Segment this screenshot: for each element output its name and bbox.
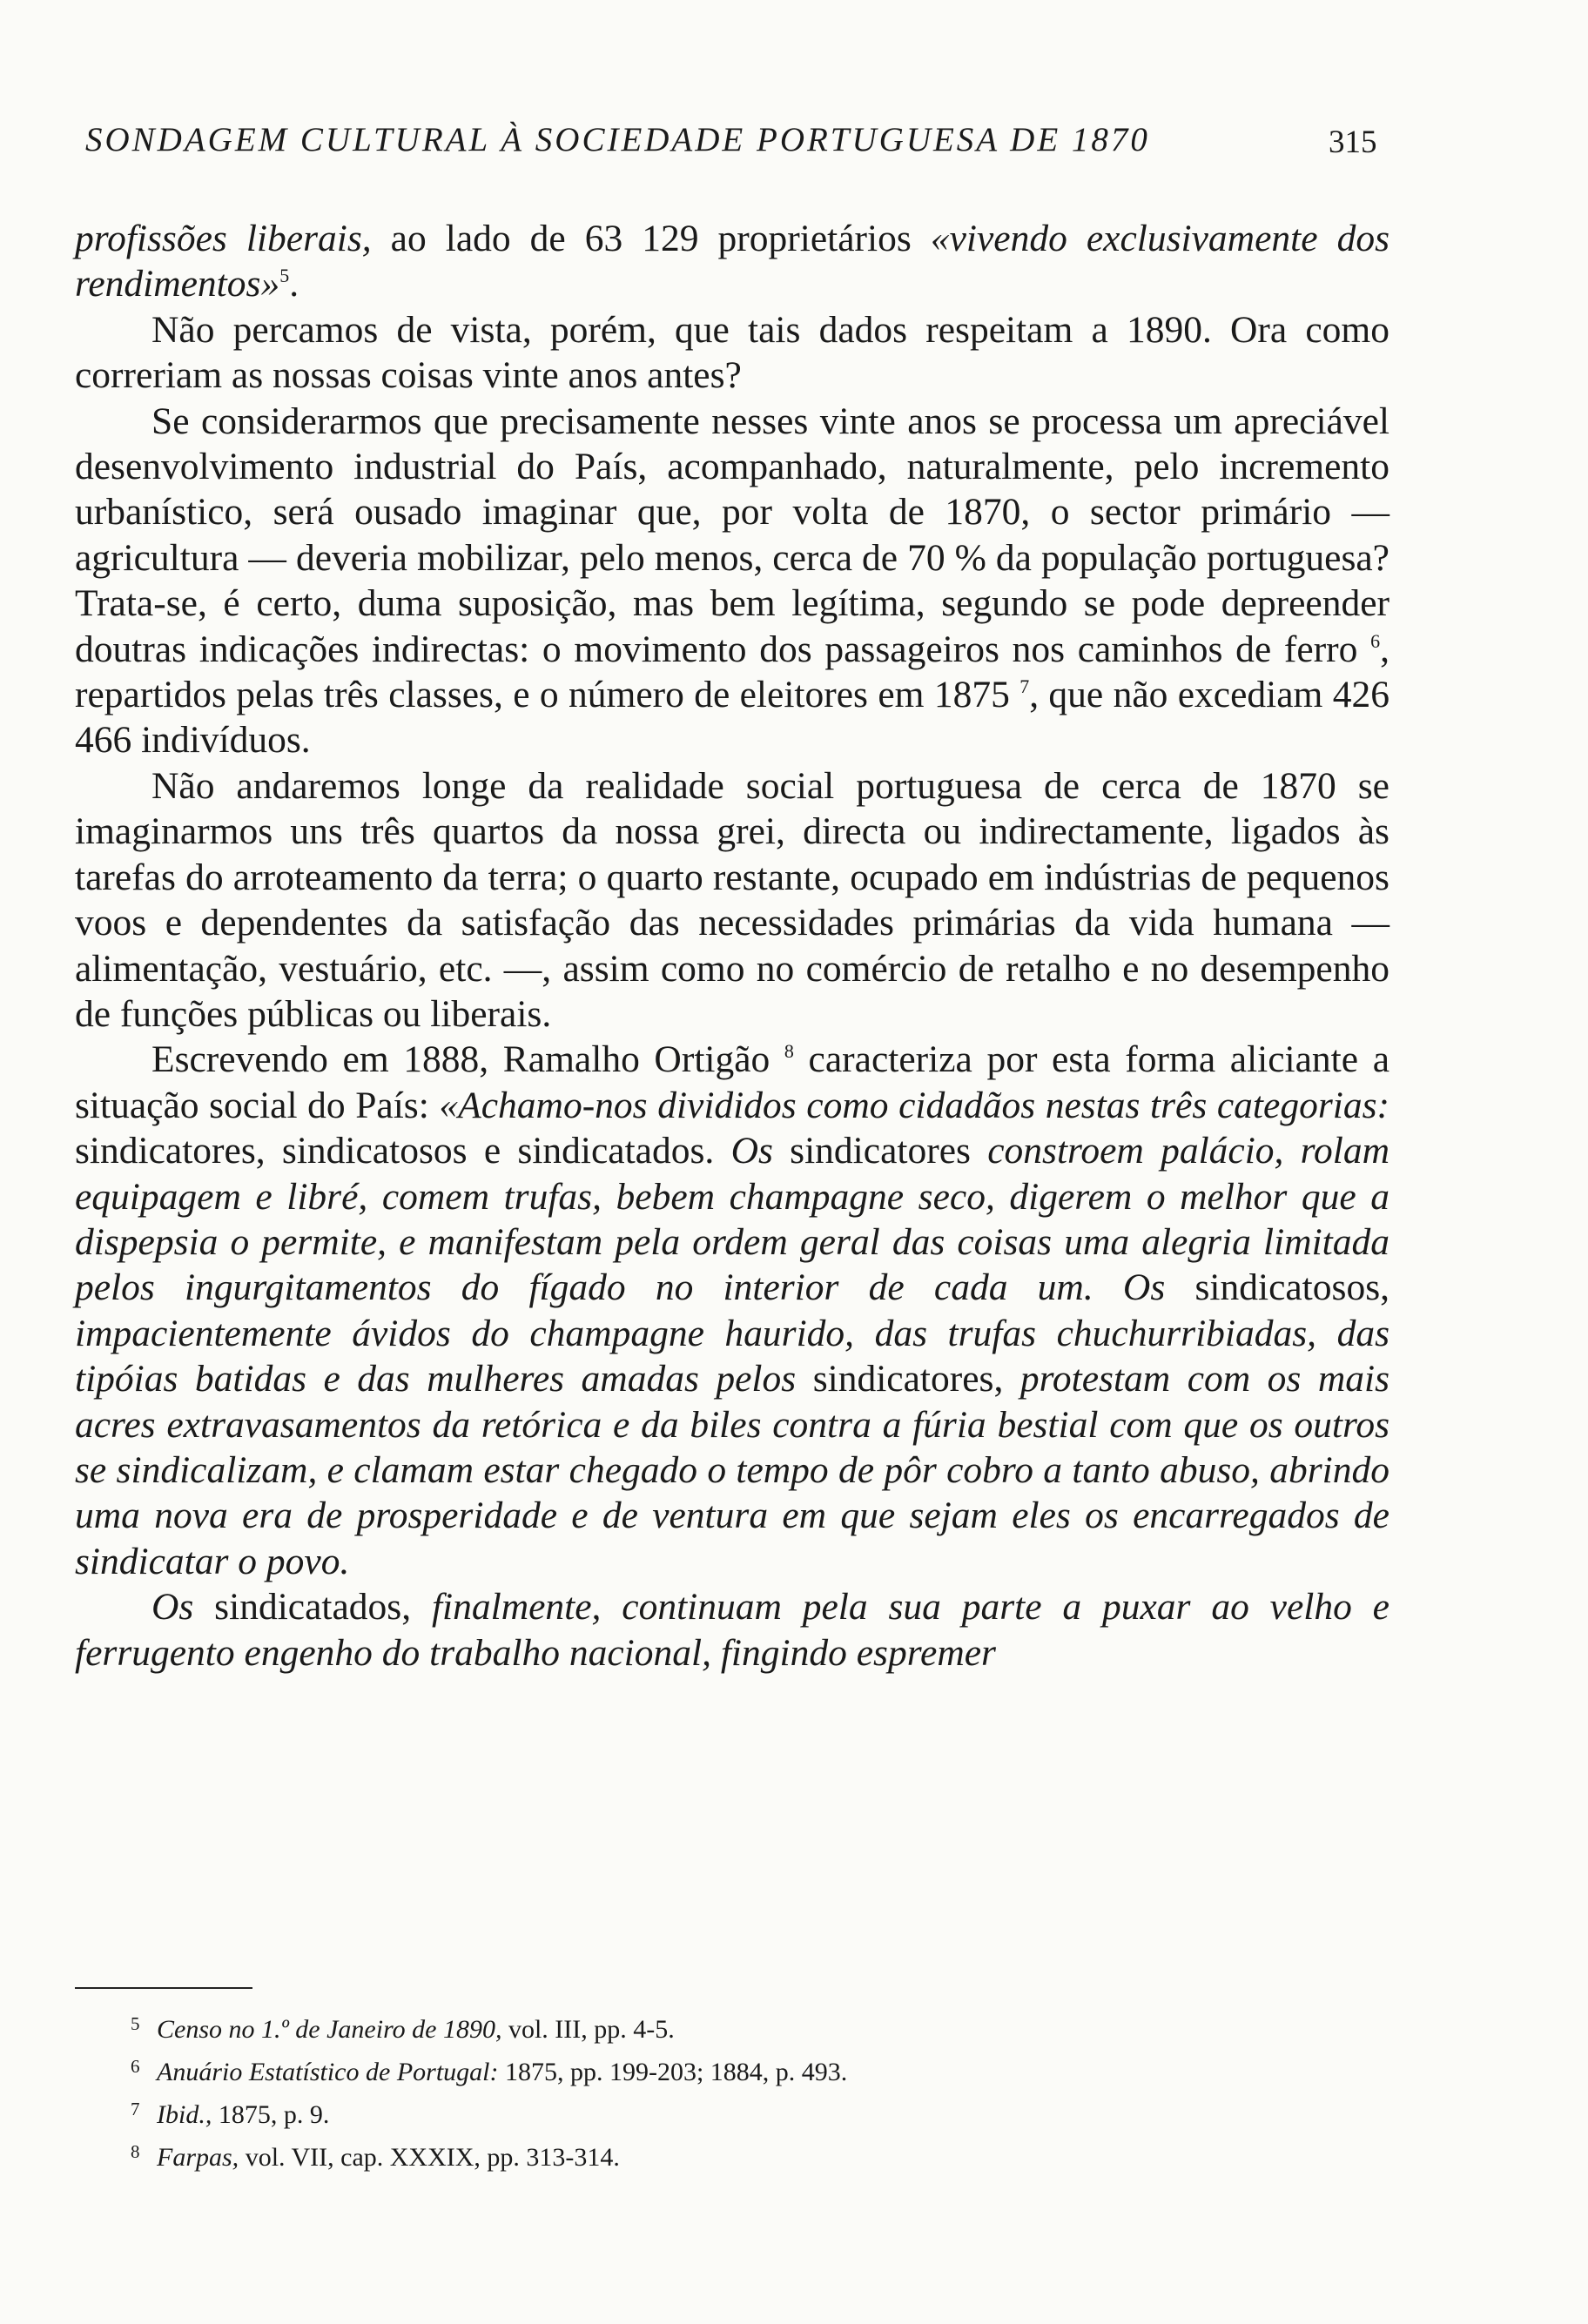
text-run: 1875, p. 9.	[212, 2100, 330, 2129]
text-run: caracteriza por esta forma aliciante a situação social do País:	[75, 1038, 1390, 1126]
footnote-text	[157, 2100, 329, 2129]
footnote-text	[157, 2015, 675, 2044]
text-run: vol. VII, cap. XXXIX, pp. 313-314.	[239, 2143, 620, 2172]
paragraph	[75, 1584, 1390, 1676]
paragraph	[75, 763, 1390, 1037]
footnote-text	[157, 2058, 847, 2086]
footnote-number: 6	[131, 2056, 140, 2077]
footnote-number: 8	[131, 2141, 140, 2162]
page-number: 315	[1329, 124, 1377, 160]
text-run: Não percamos de vista, porém, que tais dados respeitam a 1890. Ora como correriam as nossas coisas vinte anos antes?	[75, 308, 1390, 397]
footnote-ref: 5	[279, 265, 290, 287]
text-run: 1875, pp. 199-203; 1884, p. 493.	[498, 2058, 848, 2086]
footnote	[131, 2091, 1262, 2133]
body-text	[75, 216, 1390, 1676]
italic-text: profissões liberais,	[75, 218, 372, 259]
footnote-ref: 7	[1019, 675, 1030, 698]
footnote	[131, 2048, 1262, 2091]
text-run: sindicatores, sindicatosos e sindicatados.	[75, 1130, 731, 1172]
italic-text: impacientemente ávidos do champagne haurido, das trufas chuchurribiadas, das tipóias batidas e das mulheres amadas pelos	[75, 1312, 1390, 1400]
text-run: sindicatados,	[193, 1586, 432, 1629]
footnote-separator	[75, 1987, 252, 1989]
footnote-number: 5	[131, 2013, 140, 2034]
italic-text: Anuário Estatístico de Portugal:	[157, 2058, 499, 2086]
footnote-ref: 6	[1370, 629, 1381, 652]
italic-text: Os	[151, 1586, 194, 1629]
italic-text: «Achamo-nos divididos como cidadãos nestas três categorias:	[439, 1084, 1390, 1126]
paragraph	[75, 1037, 1390, 1584]
italic-text: «vivendo exclusivamente dos rendimentos»	[75, 218, 1390, 306]
paragraph	[75, 216, 1390, 307]
paragraph	[75, 399, 1390, 763]
italic-text: constroem palácio, rolam equipagem e libré, comem trufas, bebem champagne seco, digerem o melhor que a dispepsia o permite, e manifestam pela ordem geral das coisas uma alegria limitada pelos ingurgitamentos do fígado no interior de cada um. Os	[75, 1130, 1390, 1309]
italic-text: Os	[730, 1130, 773, 1172]
italic-text: Ibid.,	[157, 2100, 212, 2129]
italic-text: Farpas,	[157, 2143, 239, 2172]
text-run: .	[289, 263, 299, 306]
text-run: Se considerarmos que precisamente nesses vinte anos se processa um apreciável desenvolvimento industrial do País, acompanhado, naturalmente, pelo incremento urbanístico, será ousado imaginar que, por volta de 1870, o sector primário — agricultura — deveria mobilizar, pelo menos, cerca de 70 % da população portuguesa? Trata-se, é certo, duma suposição, mas bem legítima, segundo se pode depreender doutras indicações indirectas: o movimento dos passageiros nos caminhos de ferro	[75, 400, 1390, 670]
footnote	[131, 2133, 1262, 2176]
running-title: SONDAGEM CULTURAL À SOCIEDADE PORTUGUESA DE 1870	[85, 121, 1150, 158]
text-run: sindicatores,	[796, 1358, 1020, 1400]
footnote	[131, 2005, 1262, 2048]
text-run: vol. III, pp. 4-5.	[501, 2015, 675, 2044]
text-run: , que não excediam 426 466 indivíduos.	[75, 674, 1390, 762]
text-run: sindicatores	[772, 1130, 988, 1172]
text-run: , repartidos pelas três classes, e o número de eleitores em 1875	[75, 628, 1390, 716]
paragraph	[75, 307, 1390, 399]
footnote-ref: 8	[784, 1040, 794, 1063]
footnote-number: 7	[131, 2099, 140, 2119]
text-run: Não andaremos longe da realidade social portuguesa de cerca de 1870 se imaginarmos uns três quartos da nossa grei, directa ou indirectamente, ligados às tarefas do arroteamento da terra; o quarto restante, ocupado em indústrias de pequenos voos e dependentes da satisfação das necessidades primárias da vida humana — alimentação, vestuário, etc. —, assim como no comércio de retalho e no desempenho de funções públicas ou liberais.	[75, 764, 1390, 1035]
footnote-text	[157, 2143, 620, 2172]
italic-text: finalmente, continuam pela sua parte a puxar ao velho e ferrugento engenho do trabalho nacional, fingindo espremer	[75, 1586, 1390, 1674]
italic-text: Censo no 1.º de Janeiro de 1890,	[157, 2015, 502, 2044]
text-run: ao lado de 63 129 proprietários	[371, 218, 931, 259]
text-run: sindicatosos,	[1165, 1266, 1390, 1309]
text-run: Escrevendo em 1888, Ramalho Ortigão	[151, 1038, 784, 1081]
footnotes	[131, 2005, 1262, 2176]
italic-text: protestam com os mais acres extravasamentos da retórica e da biles contra a fúria bestial com que os outros se sindicalizam, e clamam estar chegado o tempo de pôr cobro a tanto abuso, abrindo uma nova era de prosperidade e de ventura em que sejam eles os encarregados de sindicatar o povo.	[75, 1358, 1390, 1582]
